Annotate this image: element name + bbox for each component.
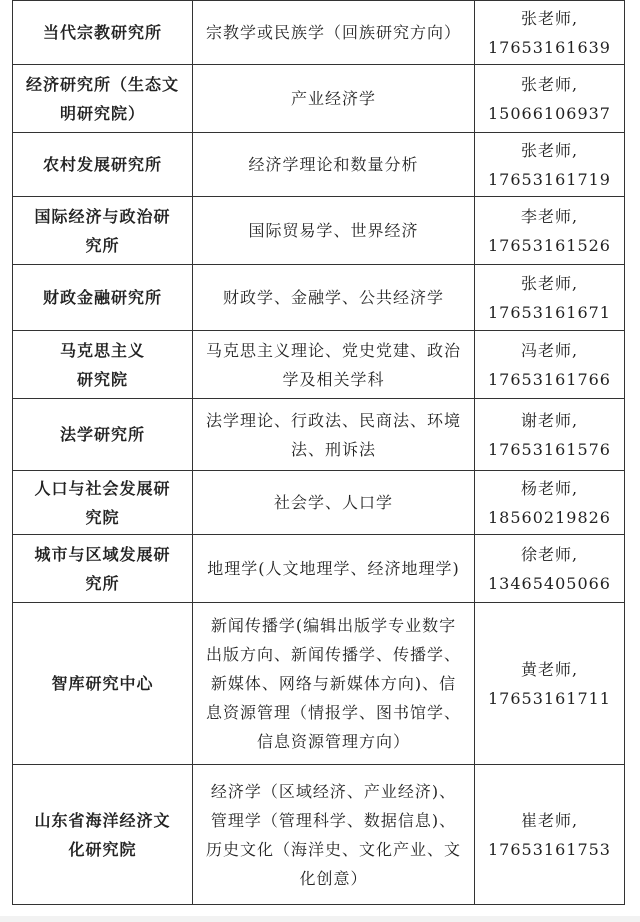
table-row [13,535,625,603]
major-text-line: 法学理论、行政法、民商法、环境 [205,410,461,430]
institute-cell [13,765,193,905]
institute-cell [13,471,193,535]
teacher-name: 张老师, [520,140,579,160]
institute-cell [13,133,193,197]
major-text-line: 国际贸易学、世界经济 [248,221,419,240]
bottom-edge-strip [0,916,640,922]
institute-name-line: 研究院 [76,369,128,389]
table-row [13,1,625,65]
institute-name-line: 当代宗教研究所 [42,23,162,42]
contact-cell [475,1,625,65]
phone-number: 15066106937 [488,103,611,123]
contact-cell [475,603,625,765]
major-text-line: 经济学理论和数量分析 [248,155,419,174]
institute-name-line: 农村发展研究所 [42,155,162,174]
major-text-line: 化创意） [299,868,368,888]
major-text-line: 信息资源管理方向） [256,732,410,751]
major-cell [193,471,475,535]
major-cell [193,65,475,133]
contact-cell [475,765,625,905]
major-text-line: 出版方向、新闻传播学、传播学、 [205,645,461,664]
major-cell [193,1,475,65]
phone-number: 17653161526 [488,235,611,255]
table-row [13,765,625,905]
institute-name-line: 化研究院 [68,839,137,859]
major-cell [193,265,475,331]
institute-name-line: 财政金融研究所 [42,288,162,307]
major-text-line: 产业经济学 [290,89,376,108]
teacher-name: 张老师, [520,8,579,28]
contact-cell [475,331,625,399]
institute-name-line: 城市与区域发展研 [34,544,171,564]
major-cell [193,331,475,399]
major-text-line: 社会学、人口学 [273,493,393,512]
major-text-line: 经济学（区域经济、产业经济)、 [210,781,457,801]
major-text-line: 新媒体、网络与新媒体方向)、信 [210,674,457,693]
teacher-name: 冯老师, [520,340,579,360]
table-row [13,65,625,133]
major-text-line: 息资源管理（情报学、图书馆学、 [205,703,461,722]
institute-name-line: 山东省海洋经济文 [34,810,171,830]
institute-name-line: 究所 [85,573,120,593]
phone-number: 17653161719 [488,169,611,189]
contact-cell [475,197,625,265]
major-cell [193,197,475,265]
table-row [13,133,625,197]
table-row [13,399,625,471]
teacher-name: 徐老师, [520,544,579,564]
institute-name-line: 国际经济与政治研 [34,206,171,226]
phone-number: 17653161766 [488,369,611,389]
institute-cell [13,197,193,265]
contact-cell [475,133,625,197]
major-text-line: 历史文化（海洋史、文化产业、文 [205,839,461,859]
teacher-name: 杨老师, [520,478,579,498]
contact-table [12,0,625,905]
phone-number: 17653161671 [488,302,611,322]
phone-number: 17653161753 [488,839,611,859]
institute-name-line: 人口与社会发展研 [34,478,171,498]
phone-number: 17653161639 [488,37,611,57]
table-row [13,603,625,765]
table-row [13,265,625,331]
contact-cell [475,265,625,331]
institute-name-line: 明研究院） [59,103,145,123]
major-text-line: 马克思主义理论、党史党建、政治 [205,340,461,360]
phone-number: 18560219826 [488,507,611,527]
contact-cell [475,471,625,535]
institute-cell [13,535,193,603]
institute-name-line: 究院 [85,507,120,527]
teacher-name: 张老师, [520,74,579,94]
institute-cell [13,65,193,133]
teacher-name: 张老师, [520,273,579,293]
institute-cell [13,603,193,765]
teacher-name: 李老师, [520,206,579,226]
institute-name-line: 智库研究中心 [51,674,154,693]
major-cell [193,535,475,603]
phone-number: 17653161711 [488,688,611,708]
table-row [13,197,625,265]
major-text-line: 管理学（管理科学、数据信息)、 [210,810,457,830]
teacher-name: 崔老师, [520,810,579,830]
phone-number: 17653161576 [488,439,611,459]
major-text-line: 法、刑诉法 [290,439,376,459]
institute-name-line: 法学研究所 [59,425,145,444]
phone-number: 13465405066 [488,573,611,593]
institute-cell [13,1,193,65]
institute-cell [13,331,193,399]
major-cell [193,133,475,197]
institute-name-line: 经济研究所（生态文 [25,74,179,94]
major-cell [193,765,475,905]
major-cell [193,603,475,765]
contact-cell [475,535,625,603]
institute-name-line: 马克思主义 [59,340,145,360]
major-text-line: 财政学、金融学、公共经济学 [222,288,444,307]
institute-cell [13,399,193,471]
major-text-line: 地理学(人文地理学、经济地理学) [207,559,460,578]
major-text-line: 宗教学或民族学（回族研究方向） [205,23,461,42]
table-row [13,331,625,399]
table-body [13,1,625,905]
major-cell [193,399,475,471]
teacher-name: 谢老师, [520,410,579,430]
table-row [13,471,625,535]
major-text-line: 学及相关学科 [282,369,385,389]
contact-cell [475,399,625,471]
institute-name-line: 究所 [85,235,120,255]
institute-cell [13,265,193,331]
major-text-line: 新闻传播学(编辑出版学专业数字 [210,616,457,635]
contact-cell [475,65,625,133]
teacher-name: 黄老师, [520,659,579,679]
